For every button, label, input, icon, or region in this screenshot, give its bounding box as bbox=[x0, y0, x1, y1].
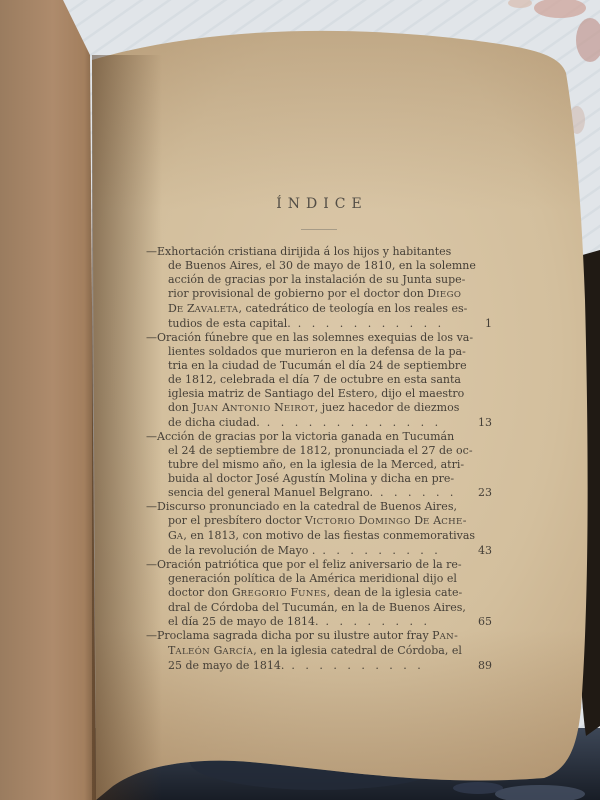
toc-line: doctor don GREGORIO FUNES, dean de la iglesia cate- bbox=[168, 586, 463, 599]
toc-page-number: 89 bbox=[478, 659, 492, 672]
toc-entry bbox=[146, 558, 492, 629]
toc-line: don JUAN ANTONIO NEIROT, juez hacedor de diezmos bbox=[168, 401, 460, 414]
toc-entries bbox=[146, 245, 492, 673]
toc-line: de Buenos Aires, el 30 de mayo de 1810, en la solemne bbox=[168, 259, 476, 272]
toc-line: por el presbítero doctor VICTORIO DOMINGO DE ACHE- bbox=[168, 514, 467, 527]
toc-line: acción de gracias por la instalación de su Junta supe- bbox=[168, 273, 466, 286]
toc-line: el día 25 de mayo de 1814. . . . . . . . . bbox=[168, 615, 427, 628]
toc-line: —Oración fúnebre que en las solemnes exequias de los va- bbox=[146, 331, 474, 344]
toc-page-number: 65 bbox=[478, 615, 492, 628]
toc-line: tria en la ciudad de Tucumán el día 24 de septiembre bbox=[168, 359, 467, 372]
toc-line: de 1812, celebrada el día 7 de octubre en esta santa bbox=[168, 373, 461, 386]
toc-entry bbox=[146, 430, 492, 500]
toc-line: iglesia matriz de Santiago del Estero, dijo el maestro bbox=[168, 387, 465, 400]
toc-line: DE ZAVALETA, catedrático de teología en los reales es- bbox=[168, 302, 468, 315]
toc-line: dral de Córdoba del Tucumán, en la de Buenos Aires, bbox=[168, 601, 466, 614]
toc-line: de dicha ciudad. . . . . . . . . . . . . . bbox=[168, 416, 439, 429]
toc-entry bbox=[146, 331, 492, 430]
toc-line: de la revolución de Mayo . . . . . . . . . . bbox=[168, 544, 438, 557]
toc-line: GA, en 1813, con motivo de las fiestas conmemorativas bbox=[168, 529, 476, 542]
toc-line: sencia del general Manuel Belgrano. . . . . . . bbox=[168, 486, 454, 499]
toc-page-number: 1 bbox=[485, 317, 492, 330]
toc-line: el 24 de septiembre de 1812, pronunciada el 27 de oc- bbox=[168, 444, 473, 457]
toc-line: —Proclama sagrada dicha por su ilustre autor fray PAN- bbox=[146, 629, 458, 642]
toc-page-number: 23 bbox=[478, 486, 492, 499]
fabric-highlight-2 bbox=[453, 782, 503, 794]
toc-line: 25 de mayo de 1814. . . . . . . . . . . bbox=[168, 659, 421, 672]
toc-line: —Oración patriótica que por el feliz aniversario de la re- bbox=[146, 558, 462, 571]
left-page bbox=[0, 0, 96, 800]
toc-line: —Exhortación cristiana dirijida á los hijos y habitantes bbox=[146, 245, 452, 258]
toc-line: generación política de la América meridional dijo el bbox=[168, 572, 457, 585]
toc-page-number: 43 bbox=[478, 544, 492, 557]
index-page-text bbox=[146, 196, 492, 673]
toc-line: tudios de esta capital. . . . . . . . . . . . bbox=[168, 317, 442, 330]
toc-line: buida al doctor José Agustín Molina y dicha en pre- bbox=[168, 472, 455, 485]
toc-entry bbox=[146, 245, 492, 331]
toc-line: —Acción de gracias por la victoria ganada en Tucumán bbox=[146, 430, 455, 443]
toc-entry bbox=[146, 500, 492, 558]
toc-entry bbox=[146, 629, 492, 673]
toc-line: rior provisional de gobierno por el doctor don DIEGO bbox=[168, 287, 462, 300]
toc-line: lientes soldados que murieron en la defensa de la pa- bbox=[168, 345, 466, 358]
toc-line: —Discurso pronunciado en la catedral de Buenos Aires, bbox=[146, 500, 457, 513]
toc-line: TALEÓN GARCÍA, en la iglesia catedral de Córdoba, el bbox=[168, 644, 462, 657]
toc-page-number: 13 bbox=[478, 416, 492, 429]
toc-line: tubre del mismo año, en la iglesia de la Merced, atri- bbox=[168, 458, 465, 471]
page-title: ÍNDICE bbox=[276, 196, 368, 212]
title-rule bbox=[301, 229, 337, 230]
